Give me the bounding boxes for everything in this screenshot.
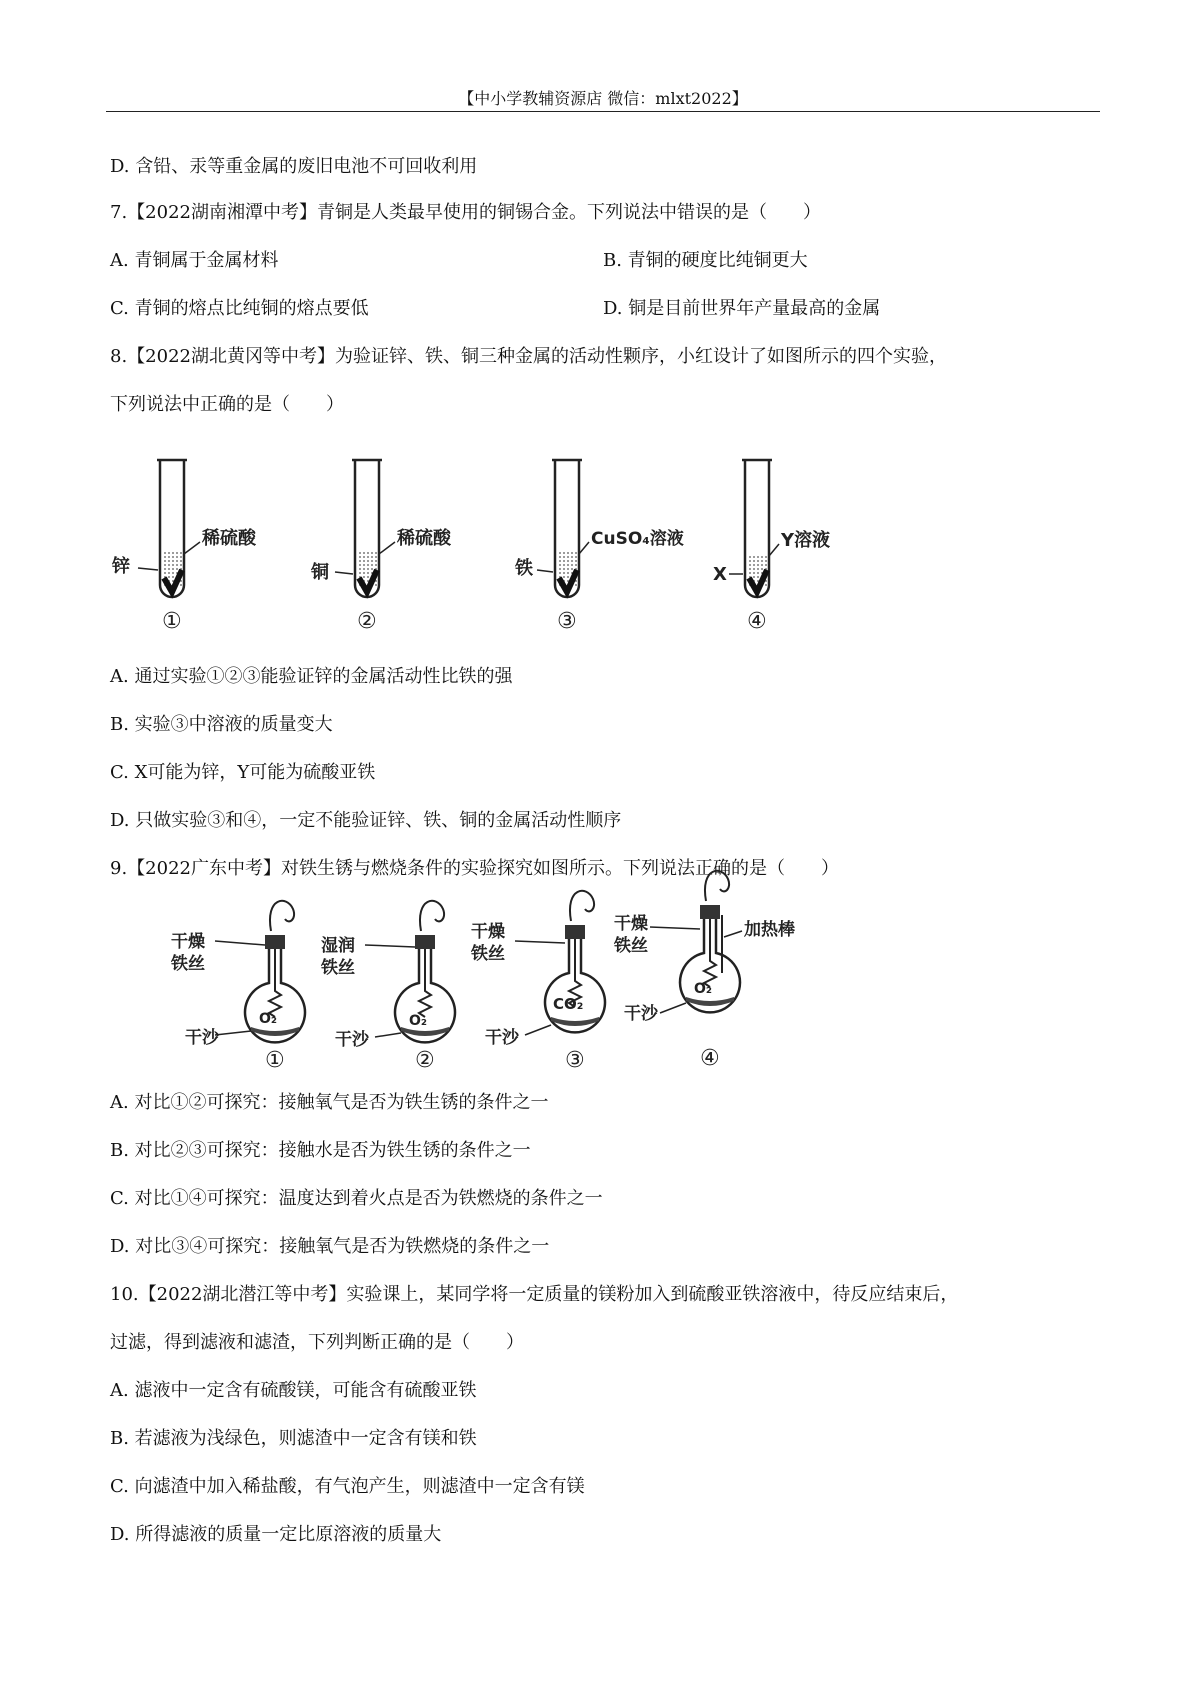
tube4-metal: X: [713, 564, 727, 585]
q8-option-d: D. 只做实验③和④，一定不能验证锌、铁、铜的金属活动性顺序: [110, 810, 622, 831]
flask2-gas: O₂: [409, 1013, 428, 1029]
q7-option-a: A. 青铜属于金属材料: [110, 250, 279, 271]
tube2-number: ②: [357, 609, 377, 634]
q7-option-b: B. 青铜的硬度比纯铜更大: [603, 250, 808, 271]
q9-option-a: A. 对比①②可探究：接触氧气是否为铁生锈的条件之一: [110, 1092, 549, 1113]
flask-1: [170, 901, 305, 1073]
flask3-wire-2: 铁丝: [471, 944, 505, 964]
flask3-number: ③: [565, 1048, 585, 1073]
q10-option-d: D. 所得滤液的质量一定比原溶液的质量大: [110, 1524, 442, 1545]
header-rule: [106, 111, 1100, 112]
flask2-number: ②: [415, 1048, 435, 1073]
flask-2: [320, 901, 455, 1073]
q8-stem-line1: 8.【2022湖北黄冈等中考】为验证锌、铁、铜三种金属的活动性颗序，小红设计了如图所示的四个实验，: [110, 346, 947, 367]
q10-option-b: B. 若滤液为浅绿色，则滤渣中一定含有镁和铁: [110, 1428, 477, 1449]
flask4-gas: O₂: [694, 981, 713, 997]
flask1-number: ①: [265, 1048, 285, 1073]
flask3-gas: CO₂: [553, 995, 584, 1013]
q10-option-a: A. 滤液中一定含有硫酸镁，可能含有硫酸亚铁: [110, 1380, 477, 1401]
flask2-bottom: 干沙: [335, 1030, 369, 1050]
tube3-metal: 铁: [515, 558, 533, 579]
tube1-metal: 锌: [112, 556, 130, 577]
flask-4: [613, 871, 795, 1071]
tube4-solution: Y溶液: [781, 530, 831, 551]
flask4-number: ④: [700, 1046, 720, 1071]
q8-figure: [110, 450, 890, 634]
test-tube-3: [514, 460, 684, 634]
q8-option-c: C. X可能为锌，Y可能为硫酸亚铁: [110, 762, 376, 783]
tube1-number: ①: [162, 609, 182, 634]
page-header: 【中小学教辅资源店 微信：mlxt2022】: [458, 89, 748, 108]
flask1-bottom: 干沙: [185, 1028, 219, 1048]
q10-option-c: C. 向滤渣中加入稀盐酸，有气泡产生，则滤渣中一定含有镁: [110, 1476, 585, 1497]
q8-stem-line2: 下列说法中正确的是（ ）: [110, 394, 344, 415]
tube4-number: ④: [747, 609, 767, 634]
test-tube-4: [713, 460, 830, 634]
q10-stem-line2: 过滤，得到滤液和滤渣，下列判断正确的是（ ）: [110, 1332, 524, 1353]
tube1-solution: 稀硫酸: [202, 528, 256, 549]
tube3-solution: CuSO₄溶液: [591, 529, 684, 549]
flask1-gas: O₂: [259, 1011, 278, 1027]
q8-option-a: A. 通过实验①②③能验证锌的金属活动性比铁的强: [110, 666, 513, 687]
q9-figure: [110, 895, 795, 1074]
test-tube-2: [310, 460, 452, 634]
flask1-wire-2: 铁丝: [171, 954, 205, 974]
flask4-extra: 加热棒: [744, 920, 795, 940]
q9-option-d: D. 对比③④可探究：接触氧气是否为铁燃烧的条件之一: [110, 1236, 550, 1257]
flask-3: [470, 891, 605, 1073]
q9-option-b: B. 对比②③可探究：接触水是否为铁生锈的条件之一: [110, 1140, 531, 1161]
q6-option-d: D. 含铅、汞等重金属的废旧电池不可回收利用: [110, 156, 478, 177]
q8-option-b: B. 实验③中溶液的质量变大: [110, 714, 333, 735]
flask2-wire-2: 铁丝: [321, 958, 355, 978]
tube2-solution: 稀硫酸: [397, 528, 451, 549]
flask3-bottom: 干沙: [485, 1028, 519, 1048]
q7-option-d: D. 铜是目前世界年产量最高的金属: [603, 298, 881, 319]
q9-option-c: C. 对比①④可探究：温度达到着火点是否为铁燃烧的条件之一: [110, 1188, 603, 1209]
tube3-number: ③: [557, 609, 577, 634]
flask4-wire-1: 干燥: [614, 914, 648, 934]
q9-stem: 9.【2022广东中考】对铁生锈与燃烧条件的实验探究如图所示。下列说法正确的是（ ）: [110, 858, 839, 879]
flask4-wire-2: 铁丝: [614, 936, 648, 956]
flask4-bottom: 干沙: [624, 1004, 658, 1024]
flask2-wire-1: 湿润: [321, 936, 355, 956]
q10-stem-line1: 10.【2022湖北潜江等中考】实验课上，某同学将一定质量的镁粉加入到硫酸亚铁溶液中，待反应结束后，: [110, 1284, 959, 1305]
q7-option-c: C. 青铜的熔点比纯铜的熔点要低: [110, 298, 369, 319]
tube2-metal: 铜: [311, 562, 329, 583]
flask1-wire-1: 干燥: [171, 932, 205, 952]
q7-stem: 7.【2022湖南湘潭中考】青铜是人类最早使用的铜锡合金。下列说法中错误的是（ ）: [110, 202, 821, 223]
flask3-wire-1: 干燥: [471, 922, 505, 942]
test-tube-1: [111, 460, 257, 634]
